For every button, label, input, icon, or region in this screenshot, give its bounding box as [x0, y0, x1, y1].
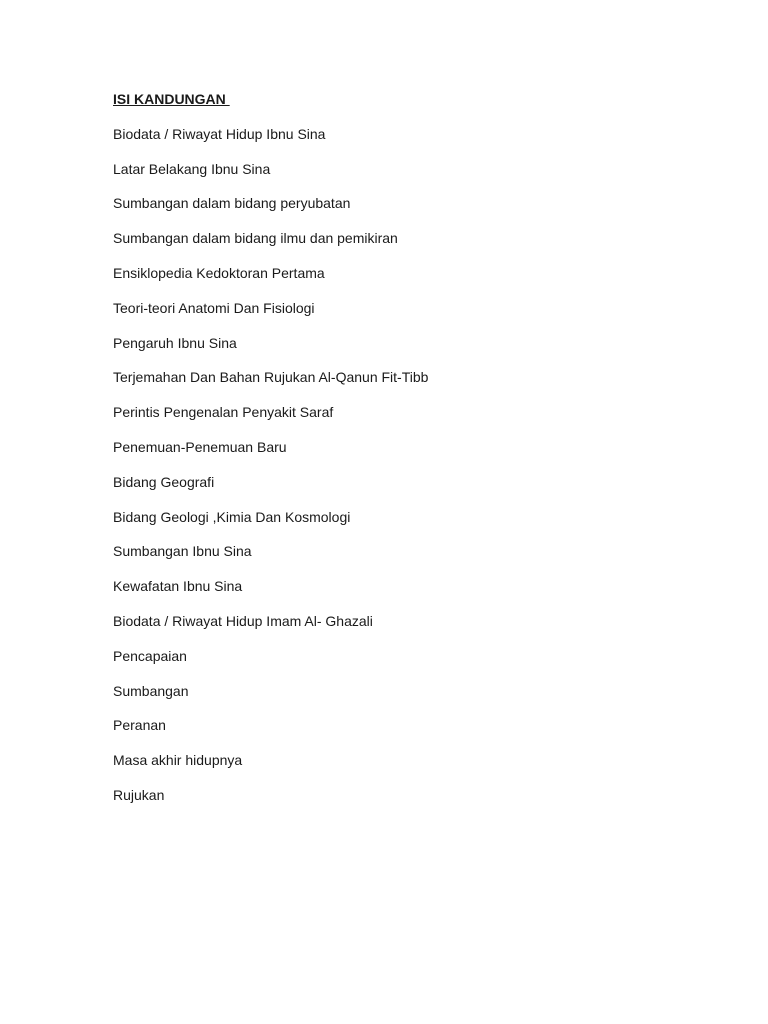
- toc-item: Biodata / Riwayat Hidup Ibnu Sina: [113, 125, 326, 142]
- toc-item: Latar Belakang Ibnu Sina: [113, 160, 271, 177]
- toc-item: Penemuan-Penemuan Baru: [113, 438, 287, 455]
- toc-item: Pencapaian: [113, 647, 187, 664]
- toc-item: Sumbangan dalam bidang peryubatan: [113, 195, 351, 212]
- toc-item: Pengaruh Ibnu Sina: [113, 334, 237, 351]
- toc-item: Bidang Geologi ,Kimia Dan Kosmologi: [113, 508, 351, 525]
- toc-item: Masa akhir hidupnya: [113, 752, 243, 769]
- toc-list: [113, 124, 713, 805]
- toc-item: Terjemahan Dan Bahan Rujukan Al-Qanun Fit-Tibb: [113, 369, 429, 386]
- toc-item: Sumbangan Ibnu Sina: [113, 543, 252, 560]
- toc-item: Kewafatan Ibnu Sina: [113, 578, 243, 595]
- toc-item: Rujukan: [113, 786, 165, 803]
- toc-item: Peranan: [113, 717, 166, 734]
- toc-item: Perintis Pengenalan Penyakit Saraf: [113, 404, 334, 421]
- toc-item: Biodata / Riwayat Hidup Imam Al- Ghazali: [113, 612, 373, 629]
- toc-item: Teori-teori Anatomi Dan Fisiologi: [113, 299, 315, 316]
- toc-heading: ISI KANDUNGAN: [113, 91, 230, 107]
- toc-item: Sumbangan: [113, 682, 189, 699]
- toc-item: Bidang Geografi: [113, 473, 215, 490]
- toc-item: Sumbangan dalam bidang ilmu dan pemikiran: [113, 230, 398, 247]
- toc-item: Ensiklopedia Kedoktoran Pertama: [113, 264, 325, 281]
- table-of-contents: [113, 89, 713, 820]
